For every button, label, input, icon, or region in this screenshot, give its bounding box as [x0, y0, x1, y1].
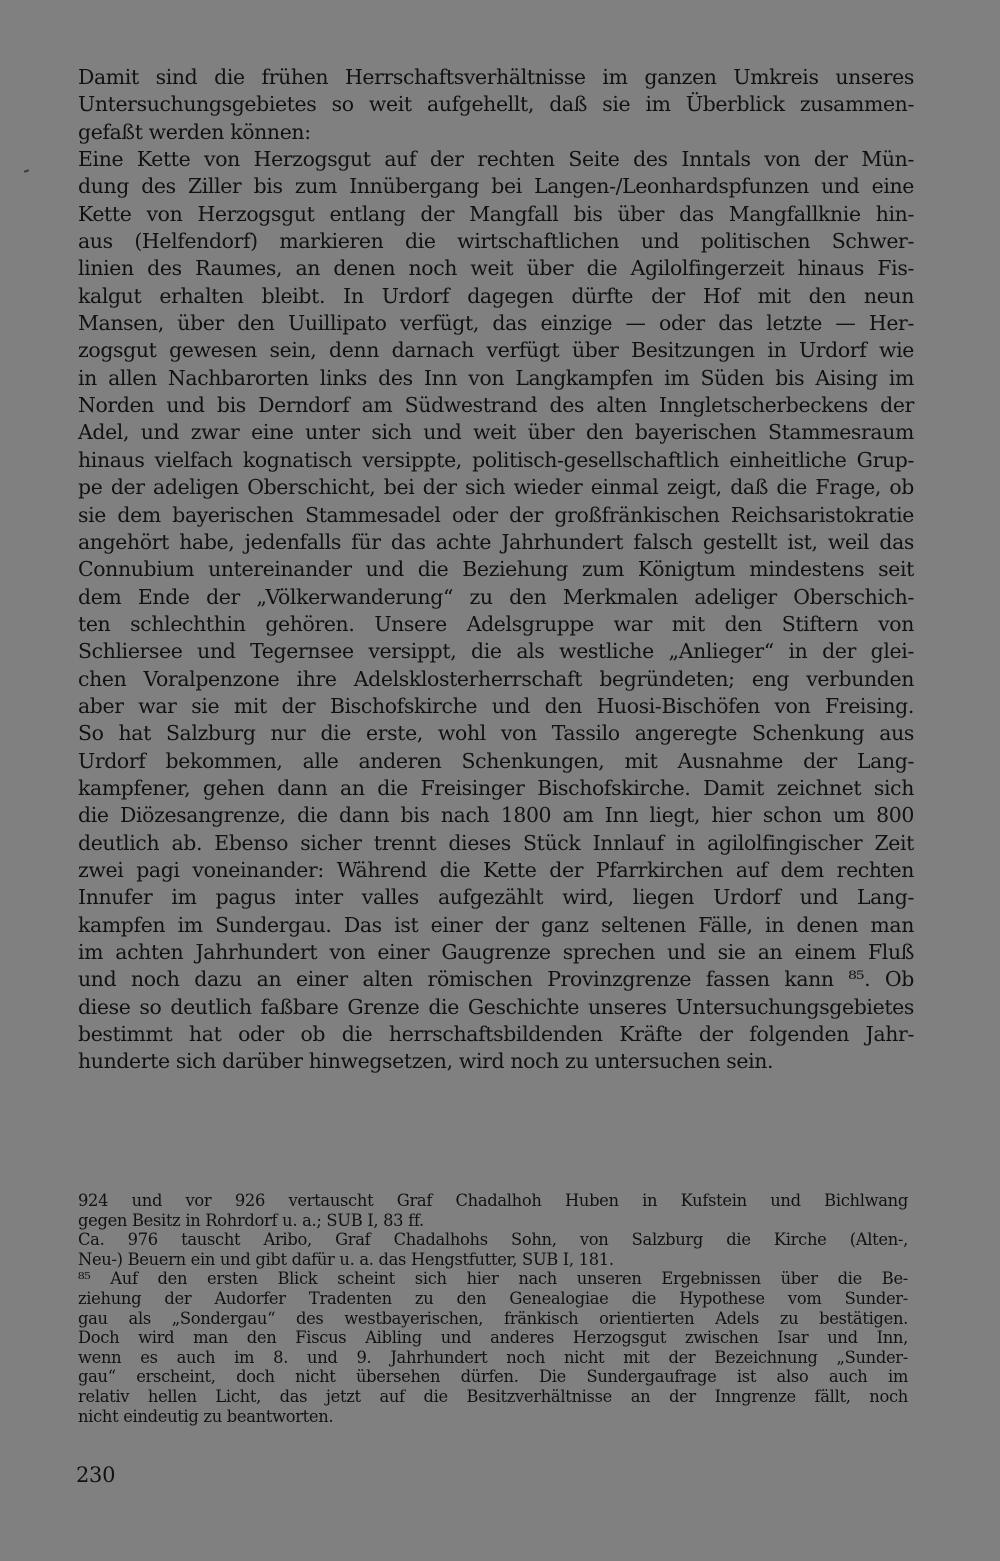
footnote-line: Doch wird man den Fiscus Aibling und anderes Herzogsgut zwischen Isar und Inn, [78, 1328, 908, 1348]
body-text-line: und noch dazu an einer alten römischen Provinzgrenze fassen kann ⁸⁵. Ob [78, 967, 914, 992]
footnote-line: Neu-) Beuern ein und gibt dafür u. a. das Hengstfutter, SUB I, 181. [78, 1249, 614, 1269]
body-text-line: Urdorf bekommen, alle anderen Schenkungen, mit Ausnahme der Lang- [78, 748, 914, 773]
body-text-line: diese so deutlich faßbare Grenze die Geschichte unseres Untersuchungsgebietes [78, 994, 914, 1019]
body-text-line: linien des Raumes, an denen noch weit über die Agilolfingerzeit hinaus Fis- [78, 256, 914, 281]
body-text-line: Schliersee und Tegernsee versippt, die als westliche „Anlieger“ in der glei- [78, 639, 914, 664]
body-text-line: Norden und bis Derndorf am Südwestrand des alten Inngletscherbeckens der [78, 393, 914, 418]
body-text-line: Adel, und zwar eine unter sich und weit über den bayerischen Stammesraum [78, 420, 914, 445]
body-text-line: kampfener, gehen dann an die Freisinger Bischofskirche. Damit zeichnet sich [78, 775, 914, 800]
body-text-line: dung des Ziller bis zum Innübergang bei Langen-/Leonhardspfunzen und eine [78, 174, 914, 199]
main-text-block [78, 64, 914, 1076]
body-text-line: aus (Helfendorf) markieren die wirtschaftlichen und politischen Schwer- [78, 229, 914, 254]
footnotes-block [78, 1191, 908, 1426]
body-text-line: aber war sie mit der Bischofskirche und den Huosi-Bischöfen von Freising. [78, 693, 914, 718]
footnote-line: gau“ erscheint, doch nicht übersehen dürfen. Die Sundergaufrage ist also auch im [78, 1367, 908, 1387]
body-text-line: zogsgut gewesen sein, denn darnach verfügt über Besitzungen in Urdorf wie [78, 338, 914, 363]
body-text-line: Damit sind die frühen Herrschaftsverhältnisse im ganzen Umkreis unseres [78, 65, 914, 89]
footnote-line: ziehung der Audorfer Tradenten zu den Genealogiae die Hypothese vom Sunder- [78, 1288, 908, 1308]
body-text-line: die Diözesangrenze, die dann bis nach 1800 am Inn liegt, hier schon um 800 [78, 803, 914, 828]
body-text-line: kampfen im Sundergau. Das ist einer der ganz seltenen Fälle, in denen man [78, 912, 914, 937]
body-text-line: Connubium untereinander und die Beziehung zum Königtum mindestens seit [78, 557, 914, 582]
footnote-line: gegen Besitz in Rohrdorf u. a.; SUB I, 83 ff. [78, 1210, 424, 1230]
body-text-line: gefaßt werden können: [78, 119, 311, 144]
footnote-line: nicht eindeutig zu beantworten. [78, 1406, 334, 1426]
body-text-line: Kette von Herzogsgut entlang der Mangfall bis über das Mangfallknie hin- [78, 201, 914, 226]
body-text-line: Mansen, über den Uuillipato verfügt, das einzige — oder das letzte — Her- [78, 311, 914, 336]
body-text-line: hunderte sich darüber hinwegsetzen, wird noch zu untersuchen sein. [78, 1049, 774, 1074]
body-text-line: kalgut erhalten bleibt. In Urdorf dagegen dürfte der Hof mit den neun [78, 283, 914, 308]
body-text-line: angehört habe, jedenfalls für das achte Jahrhundert falsch gestellt ist, weil das [78, 529, 914, 554]
footnote-line: wenn es auch im 8. und 9. Jahrhundert noch nicht mit der Bezeichnung „Sunder- [78, 1347, 908, 1367]
body-text-line: pe der adeligen Oberschicht, bei der sich wieder einmal zeigt, daß die Frage, ob [78, 475, 914, 500]
footnote-line: relativ hellen Licht, das jetzt auf die Besitzverhältnisse an der Inngrenze fällt, noch [78, 1386, 908, 1406]
body-text-line: in allen Nachbarorten links des Inn von Langkampfen im Süden bis Aising im [78, 365, 914, 390]
body-text-line: chen Voralpenzone ihre Adelsklosterherrschaft begründeten; eng verbunden [78, 666, 914, 691]
body-text-line: deutlich ab. Ebenso sicher trennt dieses Stück Innlauf in agilolfingischer Zeit [78, 830, 914, 855]
footnote-line: Ca. 976 tauscht Aribo, Graf Chadalhohs Sohn, von Salzburg die Kirche (Alten-, [78, 1230, 908, 1250]
body-text-line: bestimmt hat oder ob die herrschaftsbildenden Kräfte der folgenden Jahr- [78, 1022, 914, 1047]
body-text-line: Eine Kette von Herzogsgut auf der rechten Seite des Inntals von der Mün- [78, 147, 914, 172]
body-text-line: Untersuchungsgebietes so weit aufgehellt, daß sie im Überblick zusammen- [78, 92, 914, 117]
body-text-line: So hat Salzburg nur die erste, wohl von Tassilo angeregte Schenkung aus [78, 721, 914, 746]
body-text-line: hinaus vielfach kognatisch versippte, politisch-gesellschaftlich einheitliche Grup- [78, 447, 914, 472]
body-text-line: sie dem bayerischen Stammesadel oder der großfränkischen Reichsaristokratie [78, 502, 914, 527]
footnote-line: gau als „Sondergau“ des westbayerischen, fränkisch orientierten Adels zu bestätigen. [78, 1308, 908, 1328]
body-text-line: im achten Jahrhundert von einer Gaugrenze sprechen und sie an einem Fluß [78, 940, 914, 964]
stray-margin-mark [24, 169, 29, 173]
footnote-line: ⁸⁵ Auf den ersten Blick scheint sich hier nach unseren Ergebnissen über die Be- [78, 1269, 908, 1289]
body-text-line: ten schlechthin gehören. Unsere Adelsgruppe war mit den Stiftern von [78, 611, 914, 636]
body-text-line: dem Ende der „Völkerwanderung“ zu den Merkmalen adeliger Oberschich- [78, 584, 914, 609]
page-number: 230 [76, 1463, 116, 1487]
body-text-line: zwei pagi voneinander: Während die Kette der Pfarrkirchen auf dem rechten [78, 857, 914, 882]
body-text-line: Innufer im pagus inter valles aufgezählt wird, liegen Urdorf und Lang- [78, 885, 914, 910]
footnote-line: 924 und vor 926 vertauscht Graf Chadalhoh Huben in Kufstein und Bichlwang [78, 1191, 908, 1210]
